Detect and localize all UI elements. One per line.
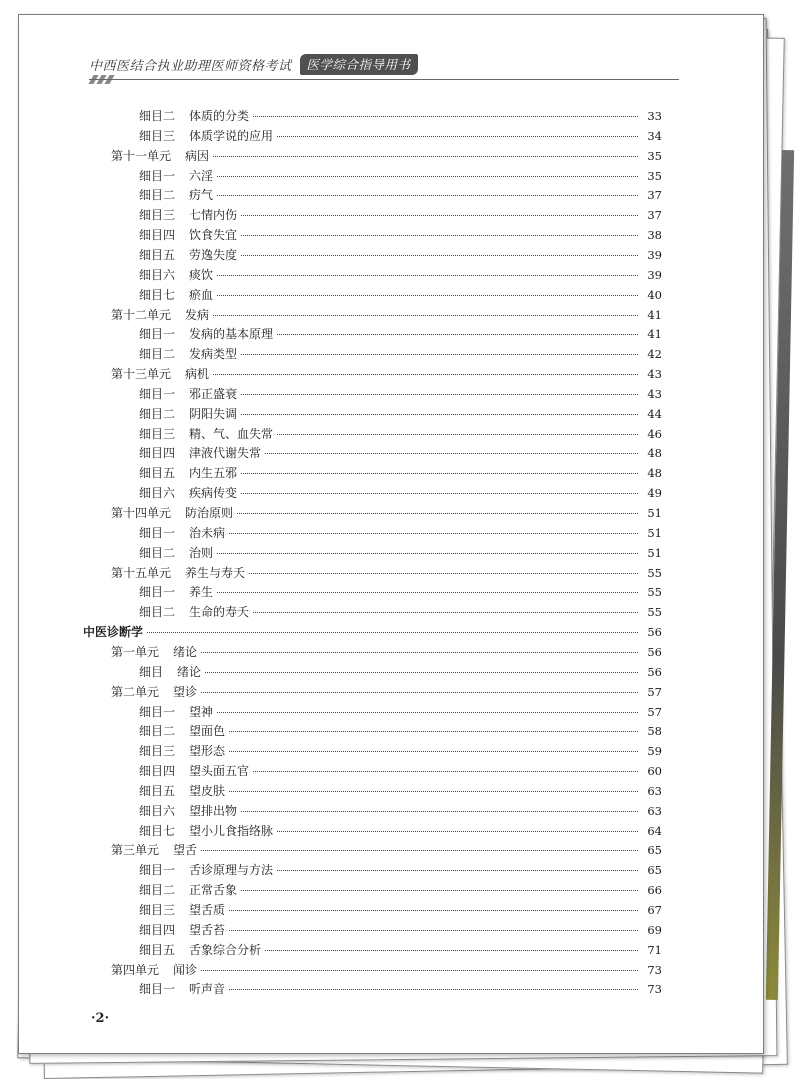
toc-entry-page: 55 [647,565,662,580]
toc-leader-dots [217,175,638,177]
toc-entry [139,861,662,881]
toc-entry-code: 细目六 [139,486,176,501]
toc-leader-dots [277,433,638,435]
toc-entry [139,385,662,405]
toc-entry [139,583,662,603]
toc-entry [83,623,662,643]
toc-entry [139,544,662,564]
toc-entry-code: 细目一 [139,168,176,183]
toc-entry-page: 39 [647,247,662,262]
toc-entry [139,345,662,365]
toc-entry-page: 65 [647,843,662,858]
toc-entry-title: 望皮肤 [189,783,226,798]
toc-entry-page: 35 [647,168,662,183]
header-title: 中西医结合执业助理医师资格考试 [89,58,292,74]
toc-leader-dots [277,830,638,832]
toc-entry-page: 43 [647,386,662,401]
toc-entry [139,107,662,127]
toc-entry-page: 51 [647,525,662,540]
toc-entry [111,841,662,861]
toc-entry-code: 第二单元 [111,684,160,699]
toc-entry-title: 治则 [189,545,214,560]
toc-entry [139,603,662,623]
toc-entry-page: 38 [647,228,662,243]
toc-entry [111,504,662,524]
toc-leader-dots [229,929,638,931]
toc-entry-page: 48 [647,446,662,461]
toc-entry-code: 细目二 [139,347,176,362]
toc-entry-title: 闻诊 [173,962,198,977]
toc-leader-dots [241,353,638,355]
toc-entry-code: 细目七 [139,823,176,838]
toc-entry-page: 57 [647,704,662,719]
toc-entry [139,484,662,504]
toc-leader-dots [229,988,638,990]
toc-entry-title: 望形态 [189,744,226,759]
toc-entry-code: 细目二 [139,109,176,123]
toc-entry-page: 66 [647,883,662,898]
toc-entry [139,742,662,762]
toc-entry-page: 39 [647,267,662,282]
toc-leader-dots [213,373,638,375]
toc-entry-title: 绪论 [173,644,198,659]
toc-entry-title: 绪论 [177,664,202,679]
toc-entry-page: 43 [647,367,662,382]
toc-entry-code: 第十三单元 [111,367,172,382]
toc-entry-page: 65 [647,863,662,878]
toc-leader-dots [253,611,638,613]
toc-entry-title: 治未病 [189,525,226,540]
toc-entry-title: 望舌质 [189,903,226,917]
toc-entry-page: 55 [647,605,662,620]
toc-leader-dots [241,413,638,415]
toc-entry [139,822,662,842]
document-page [18,14,764,1054]
toc-entry-title: 养生与寿夭 [185,565,246,580]
toc-entry [111,147,662,167]
toc-entry-page: 60 [647,764,662,779]
toc-entry-page: 40 [647,287,662,302]
toc-entry-code: 细目四 [139,228,176,243]
toc-leader-dots [217,274,638,276]
toc-leader-dots [201,969,638,971]
page-number: ·2· [91,1011,110,1026]
toc-entry-page: 46 [647,426,662,441]
toc-entry-title: 饮食失宜 [189,228,238,243]
toc-entry-code: 细目三 [139,744,176,759]
toc-entry [139,703,662,723]
toc-entry-title: 正常舌象 [189,883,238,898]
toc-leader-dots [253,770,638,772]
toc-leader-dots [229,532,638,534]
toc-entry-code: 第十四单元 [111,506,172,520]
toc-entry [139,405,662,425]
toc-leader-dots [229,790,638,792]
toc-entry [139,246,662,266]
toc-entry-title: 精、气、血失常 [189,426,274,441]
toc-entry-title: 防治原则 [185,506,234,520]
toc-leader-dots [277,333,638,335]
toc-leader-dots [241,889,638,891]
toc-entry-title: 望舌 [173,843,198,858]
toc-entry-code: 第一单元 [111,644,160,659]
toc-entry-page: 41 [647,307,662,322]
toc-entry-page: 48 [647,466,662,481]
toc-entry-page: 44 [647,406,662,421]
toc-entry-page: 49 [647,486,662,501]
toc-entry-title: 望小儿食指络脉 [189,823,274,838]
toc-leader-dots [217,552,638,554]
toc-entry-title: 津液代谢失常 [189,446,262,461]
toc-entry-code: 细目一 [139,525,176,540]
toc-entry-title: 瘀血 [189,287,214,302]
toc-entry-code: 细目一 [139,585,176,600]
toc-entry-code: 细目二 [139,605,176,620]
toc-leader-dots [277,135,638,137]
toc-entry-code: 细目三 [139,128,176,143]
toc-entry-page: 34 [647,128,662,143]
toc-leader-dots [217,294,638,296]
toc-leader-dots [265,949,638,951]
toc-entry [111,961,662,981]
toc-leader-dots [241,492,638,494]
toc-entry [139,980,662,1000]
toc-entry-code: 细目二 [139,545,176,560]
toc-entry [139,226,662,246]
toc-entry [111,683,662,703]
toc-entry-title: 邪正盛衰 [189,386,238,401]
toc-leader-dots [241,810,638,812]
toc-leader-dots [241,472,638,474]
toc-entry-code: 细目一 [139,704,176,719]
toc-entry-code: 细目二 [139,188,176,203]
toc-entry-page: 33 [647,109,662,123]
toc-entry-page: 71 [647,942,662,957]
toc-entry-page: 63 [647,783,662,798]
toc-entry [139,444,662,464]
toc-entry-title: 生命的寿夭 [189,605,250,620]
toc-leader-dots [241,393,638,395]
toc-entry-code: 第十一单元 [111,148,172,163]
toc-entry-title: 体质的分类 [189,109,250,123]
toc-entry-page: 56 [647,664,662,679]
toc-entry-page: 37 [647,188,662,203]
toc-entry-code: 细目一 [139,982,176,997]
toc-leader-dots [253,115,638,117]
toc-leader-dots [201,849,638,851]
toc-entry-title: 痰饮 [189,267,214,282]
toc-entry-code: 第三单元 [111,843,160,858]
toc-entry-page: 37 [647,208,662,223]
toc-entry [111,564,662,584]
toc-entry-title: 舌诊原理与方法 [189,863,274,878]
toc-entry-title: 劳逸失度 [189,247,238,262]
toc-leader-dots [213,314,638,316]
toc-entry-title: 望面色 [189,724,226,739]
toc-entry-page: 63 [647,803,662,818]
toc-entry-title: 发病 [185,307,210,322]
toc-entry-title: 望诊 [173,684,198,699]
toc-entry-title: 内生五邪 [189,466,238,481]
toc-entry-code: 细目二 [139,406,176,421]
toc-entry-page: 58 [647,724,662,739]
toc-entry-title: 望舌苔 [189,922,226,937]
toc-entry-code: 细目四 [139,764,176,779]
toc-entry [139,186,662,206]
toc-entry-title: 阴阳失调 [189,406,238,421]
toc-leader-dots [229,750,638,752]
toc-leader-dots [201,651,638,653]
toc-entry [139,921,662,941]
toc-entry-title: 养生 [189,585,214,600]
toc-leader-dots [213,155,638,157]
toc-entry-code: 细目六 [139,803,176,818]
toc-entry-code: 第四单元 [111,962,160,977]
toc-leader-dots [205,671,638,673]
toc-entry-code: 细目四 [139,922,176,937]
toc-entry-title: 中医诊断学 [83,625,144,640]
toc-leader-dots [265,452,638,454]
toc-entry-page: 69 [647,922,662,937]
toc-entry-title: 六淫 [189,168,214,183]
toc-entry-title: 发病的基本原理 [189,327,274,342]
toc-entry-code: 细目一 [139,386,176,401]
toc-entry-title: 听声音 [189,982,226,997]
toc-leader-dots [241,234,638,236]
toc-entry-code: 细目二 [139,724,176,739]
toc-entry-code: 细目一 [139,327,176,342]
toc-entry-page: 51 [647,506,662,520]
toc-entry [139,286,662,306]
running-header [89,53,418,75]
toc-entry [139,325,662,345]
toc-entry-page: 57 [647,684,662,699]
toc-entry-title: 望排出物 [189,803,238,818]
toc-entry-page: 67 [647,903,662,917]
toc-entry-title: 发病类型 [189,347,238,362]
toc-entry-page: 59 [647,744,662,759]
toc-entry-title: 舌象综合分析 [189,942,262,957]
toc-entry [111,365,662,385]
toc-entry-title: 病因 [185,148,210,163]
toc-entry-code: 细目五 [139,783,176,798]
toc-entry-title: 体质学说的应用 [189,128,274,143]
toc-entry [139,127,662,147]
toc-leader-dots [229,909,638,911]
toc-entry [139,901,662,921]
toc-entry-title: 疠气 [189,188,214,203]
toc-entry-page: 42 [647,347,662,362]
toc-leader-dots [217,591,638,593]
toc-leader-dots [147,631,638,633]
toc-entry [139,782,662,802]
toc-entry-code: 细目七 [139,287,176,302]
toc-leader-dots [249,572,638,574]
toc-entry [139,167,662,187]
toc-entry [111,306,662,326]
toc-leader-dots [229,730,638,732]
toc-entry-code: 细目三 [139,903,176,917]
toc-entry-code: 细目一 [139,863,176,878]
toc-entry-title: 望头面五官 [189,764,250,779]
toc-entry [139,524,662,544]
toc-entry-page: 41 [647,327,662,342]
toc-entry [139,762,662,782]
toc-entry-page: 51 [647,545,662,560]
toc-entry-code: 细目四 [139,446,176,461]
toc-leader-dots [201,691,638,693]
toc-entry-code: 细目二 [139,883,176,898]
toc-leader-dots [241,254,638,256]
toc-entry-page: 35 [647,148,662,163]
toc-entry [139,722,662,742]
toc-entry-code: 细目 [139,664,164,679]
toc-entry [139,206,662,226]
toc-entry [111,643,662,663]
toc-entry-page: 56 [647,644,662,659]
toc-entry [139,663,662,683]
toc-entry-code: 第十二单元 [111,307,172,322]
header-rule [89,79,679,80]
toc-leader-dots [237,512,638,514]
toc-leader-dots [277,869,638,871]
toc-entry [139,425,662,445]
toc-entry-title: 病机 [185,367,210,382]
toc-entry-page: 55 [647,585,662,600]
toc-entry-page: 73 [647,982,662,997]
toc-entry-code: 细目三 [139,426,176,441]
toc-entry-title: 望神 [189,704,214,719]
toc-entry-code: 细目五 [139,942,176,957]
toc-entry [139,266,662,286]
toc-entry [139,802,662,822]
toc-entry [139,464,662,484]
toc-leader-dots [217,711,638,713]
toc-leader-dots [217,194,638,196]
toc-entry-title: 七情内伤 [189,208,238,223]
toc-entry-title: 疾病传变 [189,486,238,501]
toc-entry-code: 细目三 [139,208,176,223]
toc-entry-code: 细目六 [139,267,176,282]
toc-entry-page: 56 [647,625,662,640]
toc-entry-page: 64 [647,823,662,838]
toc-entry-code: 细目五 [139,247,176,262]
toc-entry-page: 73 [647,962,662,977]
toc-entry-code: 细目五 [139,466,176,481]
toc-entry [139,881,662,901]
toc-entry [139,941,662,961]
toc-entry-code: 第十五单元 [111,565,172,580]
header-badge: 医学综合指导用书 [300,54,418,75]
toc-leader-dots [241,214,638,216]
